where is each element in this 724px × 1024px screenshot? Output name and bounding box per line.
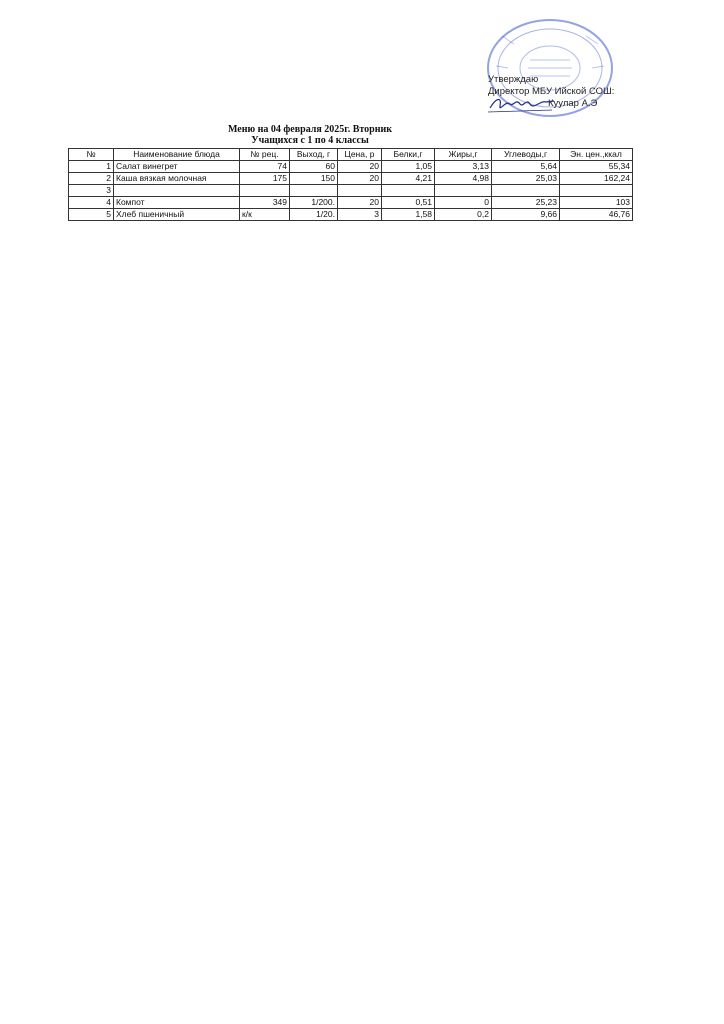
header-price: Цена, р xyxy=(338,149,382,161)
table-row xyxy=(69,197,633,209)
header-energy: Эн. цен.,ккал xyxy=(560,149,633,161)
cell-recipe-number: к/к xyxy=(240,209,290,221)
cell-proteins xyxy=(382,185,435,197)
cell-dish-name: Каша вязкая молочная xyxy=(114,173,240,185)
approval-name: Куулар А.Э xyxy=(548,98,598,109)
cell-yield: 150 xyxy=(290,173,338,185)
handwritten-signature xyxy=(486,92,558,116)
table-row xyxy=(69,209,633,221)
cell-price: 3 xyxy=(338,209,382,221)
cell-recipe-number: 74 xyxy=(240,161,290,173)
cell-yield: 1/200. xyxy=(290,197,338,209)
table-row xyxy=(69,185,633,197)
cell-fats: 3,13 xyxy=(435,161,492,173)
cell-number: 1 xyxy=(69,161,114,173)
table-header-row xyxy=(69,149,633,161)
cell-price: 20 xyxy=(338,197,382,209)
cell-carbs xyxy=(492,185,560,197)
cell-fats xyxy=(435,185,492,197)
header-recipe-number: № рец. xyxy=(240,149,290,161)
cell-recipe-number xyxy=(240,185,290,197)
cell-carbs: 25,23 xyxy=(492,197,560,209)
menu-subtitle: Учащихся с 1 по 4 классы xyxy=(251,135,369,146)
cell-proteins: 4,21 xyxy=(382,173,435,185)
cell-fats: 0 xyxy=(435,197,492,209)
approval-position: Директор МБУ Ийской СОШ: xyxy=(488,86,615,97)
header-fats: Жиры,г xyxy=(435,149,492,161)
cell-recipe-number: 175 xyxy=(240,173,290,185)
cell-dish-name: Хлеб пшеничный xyxy=(114,209,240,221)
cell-yield: 1/20. xyxy=(290,209,338,221)
cell-number: 5 xyxy=(69,209,114,221)
cell-fats: 4,98 xyxy=(435,173,492,185)
cell-yield xyxy=(290,185,338,197)
cell-price: 20 xyxy=(338,161,382,173)
header-yield: Выход, г xyxy=(290,149,338,161)
cell-yield: 60 xyxy=(290,161,338,173)
table-row xyxy=(69,161,633,173)
cell-number: 4 xyxy=(69,197,114,209)
approval-heading: Утверждаю xyxy=(488,74,539,85)
cell-price: 20 xyxy=(338,173,382,185)
cell-energy: 103 xyxy=(560,197,633,209)
menu-table xyxy=(68,148,633,221)
cell-number: 3 xyxy=(69,185,114,197)
cell-carbs: 25,03 xyxy=(492,173,560,185)
header-dish-name: Наименование блюда xyxy=(114,149,240,161)
cell-energy: 46,76 xyxy=(560,209,633,221)
table-row xyxy=(69,173,633,185)
cell-proteins: 1,58 xyxy=(382,209,435,221)
cell-recipe-number: 349 xyxy=(240,197,290,209)
cell-dish-name: Компот xyxy=(114,197,240,209)
cell-proteins: 1,05 xyxy=(382,161,435,173)
cell-energy xyxy=(560,185,633,197)
cell-price xyxy=(338,185,382,197)
cell-energy: 55,34 xyxy=(560,161,633,173)
menu-title: Меню на 04 февраля 2025г. Вторник xyxy=(227,124,393,135)
header-proteins: Белки,г xyxy=(382,149,435,161)
cell-dish-name: Салат винегрет xyxy=(114,161,240,173)
header-carbs: Углеводы,г xyxy=(492,149,560,161)
cell-dish-name xyxy=(114,185,240,197)
cell-energy: 162,24 xyxy=(560,173,633,185)
cell-fats: 0,2 xyxy=(435,209,492,221)
cell-carbs: 5,64 xyxy=(492,161,560,173)
cell-proteins: 0,51 xyxy=(382,197,435,209)
cell-carbs: 9,66 xyxy=(492,209,560,221)
cell-number: 2 xyxy=(69,173,114,185)
header-number: № xyxy=(69,149,114,161)
